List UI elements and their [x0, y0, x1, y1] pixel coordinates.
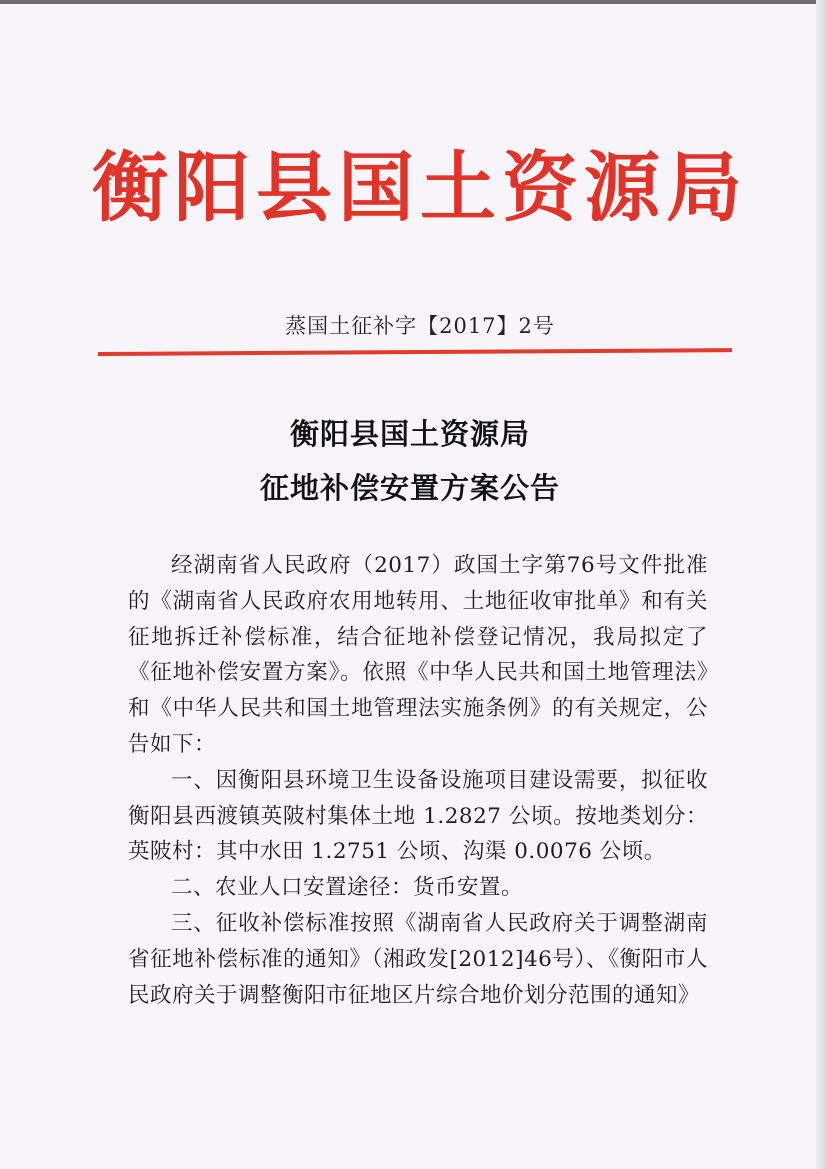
scan-right-edge [816, 0, 826, 1169]
notice-title-line1: 衡阳县国土资源局 [289, 417, 530, 451]
body-paragraph-1: 一、因衡阳县环境卫生设备设施项目建设需要，拟征收衡阳县西渡镇英陂村集体土地 1.2827 公顷。按地类划分：英陂村：其中水田 1.2751 公顷、沟渠 0.0076 公顷。 [128, 767, 708, 865]
agency-letterhead: 衡阳县国土资源局 [92, 143, 748, 232]
notice-title-line2: 征地补偿安置方案公告 [259, 471, 560, 505]
body-paragraph-intro: 经湖南省人民政府（2017）政国土字第76号文件批准的《湖南省人民政府农用地转用、土地征收审批单》和有关征地拆迁补偿标准，结合征地补偿登记情况，我局拟定了《征地补偿安置方案》。依照《中华人民共和国土地管理法》和《中华人民共和国土地管理法实施条例》的有关规定，公告如下： [128, 553, 708, 757]
body-paragraph-2: 二、农业人口安置途径：货币安置。 [171, 875, 524, 901]
letterhead-red-rule [98, 348, 732, 356]
document-number: 蒸国土征补字【2017】2号 [285, 314, 555, 338]
notice-body [128, 548, 708, 1013]
body-paragraph-3: 三、征收补偿标准按照《湖南省人民政府关于调整湖南省征地补偿标准的通知》（湘政发[2012]46号）、《衡阳市人民政府关于调整衡阳市征地区片综合地价划分范围的通知》 [128, 910, 708, 1008]
scan-top-edge [0, 0, 826, 4]
